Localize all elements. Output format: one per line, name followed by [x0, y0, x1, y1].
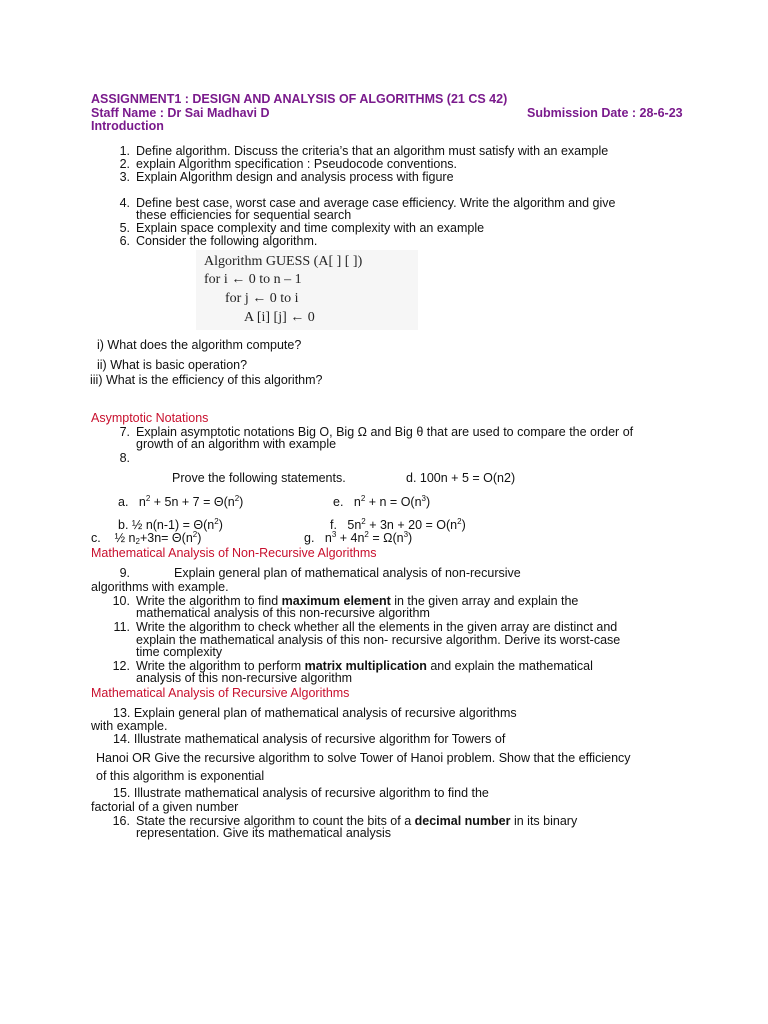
statement-a: a. $n^2 + 5n + 7 = \Theta(n^2)$	[118, 494, 244, 509]
question-13: 13. Explain general plan of mathematical analysis of recursive algorithms	[113, 706, 517, 720]
subquestion-ii: ii) What is basic operation?	[97, 358, 248, 372]
question-9: 9. Explain general plan of mathematical analysis of non-recursive	[119, 566, 521, 580]
statement-g: g. $n^3 + 4n^2 = \Omega(n^3)$	[304, 530, 413, 545]
question-7-continuation: growth of an algorithm with example	[136, 437, 337, 451]
question-14-continuation: Hanoi OR Give the recursive algorithm to solve Tower of Hanoi problem. Show that the efficiency	[96, 751, 631, 765]
statement-e: e. $n^2 + n = O(n^3)$	[333, 494, 431, 509]
question-7: 7. Explain asymptotic notations Big O, Big Ω and Big θ that are used to compare the order of	[119, 425, 634, 439]
question-12: 12. Write the algorithm to perform matrix multiplication and explain the mathematical	[112, 659, 593, 673]
question-2: 2. explain Algorithm specification : Pseudocode conventions.	[119, 157, 458, 171]
question-10: 10. Write the algorithm to find maximum element in the given array and explain the	[112, 594, 579, 608]
question-11-continuation: explain the mathematical analysis of this non- recursive algorithm. Derive its worst-case	[136, 633, 621, 647]
question-5: 5. Explain space complexity and time complexity with an example	[119, 221, 485, 235]
subquestion-iii: iii) What is the efficiency of this algorithm?	[90, 373, 323, 387]
section-non-recursive-analysis: Mathematical Analysis of Non-Recursive Algorithms	[91, 546, 377, 560]
question-13-continuation: with example.	[91, 719, 168, 733]
introduction-heading: Introduction	[91, 119, 164, 133]
question-10-continuation: mathematical analysis of this non-recursive algorithm	[136, 606, 430, 620]
question-4-continuation: these efficiencies for sequential search	[136, 208, 352, 222]
question-1: 1. Define algorithm. Discuss the criteria’s that an algorithm must satisfy with an example	[119, 144, 609, 158]
question-14-continuation-2: of this algorithm is exponential	[96, 769, 265, 783]
statement-d: d. 100n + 5 = O(n2)	[406, 471, 516, 485]
question-3: 3. Explain Algorithm design and analysis process with figure	[119, 170, 454, 184]
question-12-continuation: analysis of this non-recursive algorithm	[136, 671, 353, 685]
question-15-continuation: factorial of a given number	[91, 800, 239, 814]
subquestion-i: i) What does the algorithm compute?	[97, 338, 302, 352]
prove-statements: Prove the following statements.	[172, 471, 346, 485]
section-recursive-analysis: Mathematical Analysis of Recursive Algorithms	[91, 686, 350, 700]
assignment-title: ASSIGNMENT1 : DESIGN AND ANALYSIS OF ALGORITHMS (21 CS 42)	[91, 92, 508, 106]
staff-name: Staff Name : Dr Sai Madhavi D	[91, 106, 270, 120]
question-9-continuation: algorithms with example.	[91, 580, 229, 594]
statement-f: f. $5n^2 + 3n + 20 = O(n^2)$	[330, 517, 466, 532]
question-11-continuation-2: time complexity	[136, 645, 223, 659]
submission-date: Submission Date : 28-6-23	[527, 106, 683, 120]
section-asymptotic-notations: Asymptotic Notations	[91, 411, 209, 425]
statement-b: b. ½ $n(n-1) = \Theta(n^2)$	[118, 517, 223, 532]
question-11: 11. Write the algorithm to check whether all the elements in the given array are distinct and	[113, 620, 618, 634]
question-14: 14. Illustrate mathematical analysis of recursive algorithm for Towers of	[113, 732, 506, 746]
question-15: 15. Illustrate mathematical analysis of recursive algorithm to find the	[113, 786, 489, 800]
question-16: 16. State the recursive algorithm to count the bits of a decimal number in its binary	[112, 814, 578, 828]
question-16-continuation: representation. Give its mathematical analysis	[136, 826, 391, 840]
question-4: 4. Define best case, worst case and average case efficiency. Write the algorithm and give	[119, 196, 616, 210]
algorithm-guess-figure: Algorithm GUESS (A[ ] [ ]) for i ← 0 to n – 1 for j ← 0 to i A [i] [j] ← 0	[196, 250, 418, 330]
statement-c: c. ½ $n_2+3n= \Theta(n^2)$	[91, 530, 202, 546]
question-6: 6. Consider the following algorithm.	[119, 234, 318, 248]
question-8: 8.	[119, 451, 130, 465]
